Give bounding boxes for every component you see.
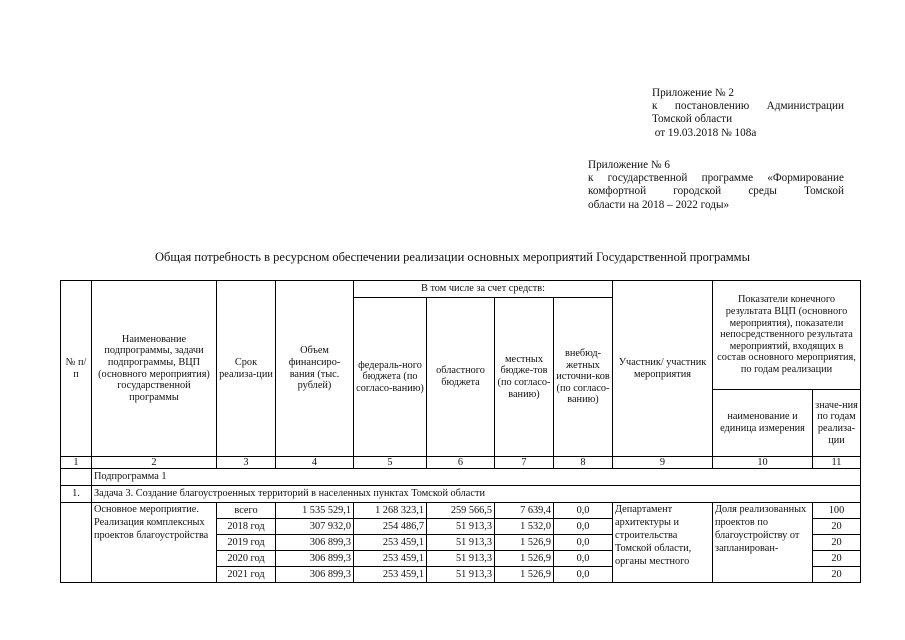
header-indicators: Показатели конечного результата ВЦП (основного мероприятия), показатели непосредственного результата мероприятий, входящих в состав основного мероприятия, по годам реализации: [713, 281, 861, 390]
col-number: 10: [713, 457, 813, 469]
period-cell: всего: [217, 503, 276, 519]
col-number: 4: [276, 457, 354, 469]
regional-cell: 51 913,3: [427, 551, 495, 567]
appendix-6-line: Приложение № 6: [588, 159, 670, 171]
appendix-2-line: Томской области: [652, 113, 733, 126]
appendix-6-line: комфортной городской среды Томской: [588, 185, 844, 198]
col-number: 7: [495, 457, 554, 469]
offbudget-cell: 0,0: [554, 519, 613, 535]
indicator-value-cell: 20: [813, 551, 861, 567]
volume-cell: 1 535 529,1: [276, 503, 354, 519]
local-cell: 1 526,9: [495, 567, 554, 583]
federal-cell: 1 268 323,1: [354, 503, 427, 519]
empty-cell: [61, 469, 92, 486]
appendix-2-line: от 19.03.2018 № 108а: [652, 126, 757, 139]
activity-name: Основное мероприятие. Реализация комплексных проектов благоустройства: [92, 503, 217, 583]
federal-cell: 253 459,1: [354, 535, 427, 551]
header-indicator-value: значе-ния по годам реализа-ции: [813, 390, 861, 457]
offbudget-cell: 0,0: [554, 535, 613, 551]
appendix-2-block: [652, 87, 844, 140]
offbudget-cell: 0,0: [554, 503, 613, 519]
volume-cell: 306 899,3: [276, 535, 354, 551]
header-volume: Объем финансиро-вания (тыс. рублей): [276, 281, 354, 457]
appendix-6-block: [588, 159, 844, 212]
appendix-6-line: области на 2018 – 2022 годы»: [588, 198, 730, 211]
volume-cell: 306 899,3: [276, 551, 354, 567]
header-no: № п/п: [61, 281, 92, 457]
indicator-value-cell: 20: [813, 567, 861, 583]
indicator-value-cell: 100: [813, 503, 861, 519]
header-term: Срок реализа-ции: [217, 281, 276, 457]
federal-cell: 254 486,7: [354, 519, 427, 535]
header-participant: Участник/ участник мероприятия: [613, 281, 713, 457]
local-cell: 1 526,9: [495, 535, 554, 551]
resource-table: [60, 280, 861, 583]
col-number: 5: [354, 457, 427, 469]
indicator-name-cell: Доля реализованных проектов по благоустройству от запланирован-: [713, 503, 813, 583]
participant-cell: Департамент архитектуры и строительства Томской области, органы местного: [613, 503, 713, 583]
col-number: 9: [613, 457, 713, 469]
appendix-2-line: к постановлению Администрации: [652, 100, 844, 113]
col-number: 2: [92, 457, 217, 469]
period-cell: 2019 год: [217, 535, 276, 551]
header-indicator-name: наименование и единица измерения: [713, 390, 813, 457]
subprogram-label: Подпрограмма 1: [92, 469, 861, 486]
col-number: 1: [61, 457, 92, 469]
offbudget-cell: 0,0: [554, 551, 613, 567]
header-regional: областного бюджета: [427, 298, 495, 457]
regional-cell: 51 913,3: [427, 519, 495, 535]
volume-cell: 306 899,3: [276, 567, 354, 583]
header-offbudget: внебюд-жетных источни-ков (по согласо-ванию): [554, 298, 613, 457]
indicator-value-cell: 20: [813, 519, 861, 535]
local-cell: 1 532,0: [495, 519, 554, 535]
document-title: Общая потребность в ресурсном обеспечении реализации основных мероприятий Государственной программы: [155, 250, 750, 264]
regional-cell: 51 913,3: [427, 567, 495, 583]
indicator-value-cell: 20: [813, 535, 861, 551]
col-number: 8: [554, 457, 613, 469]
local-cell: 1 526,9: [495, 551, 554, 567]
header-name: Наименование подпрограммы, задачи подпрограммы, ВЦП (основного мероприятия) государственной программы: [92, 281, 217, 457]
header-local: местных бюдже-тов (по согласо-ванию): [495, 298, 554, 457]
federal-cell: 253 459,1: [354, 551, 427, 567]
col-number: 3: [217, 457, 276, 469]
header-funding-group: В том числе за счет средств:: [354, 281, 613, 298]
offbudget-cell: 0,0: [554, 567, 613, 583]
task-label: Задача 3. Создание благоустроенных территорий в населенных пунктах Томской области: [92, 486, 861, 503]
regional-cell: 51 913,3: [427, 535, 495, 551]
col-number: 6: [427, 457, 495, 469]
volume-cell: 307 932,0: [276, 519, 354, 535]
local-cell: 7 639,4: [495, 503, 554, 519]
col-number: 11: [813, 457, 861, 469]
task-number: 1.: [61, 486, 92, 503]
header-federal: федераль-ного бюджета (по согласо-ванию): [354, 298, 427, 457]
appendix-6-line: к государственной программе «Формирование: [588, 172, 844, 185]
federal-cell: 253 459,1: [354, 567, 427, 583]
regional-cell: 259 566,5: [427, 503, 495, 519]
appendix-2-line: Приложение № 2: [652, 87, 734, 99]
period-cell: 2018 год: [217, 519, 276, 535]
period-cell: 2021 год: [217, 567, 276, 583]
period-cell: 2020 год: [217, 551, 276, 567]
empty-cell: [61, 503, 92, 583]
